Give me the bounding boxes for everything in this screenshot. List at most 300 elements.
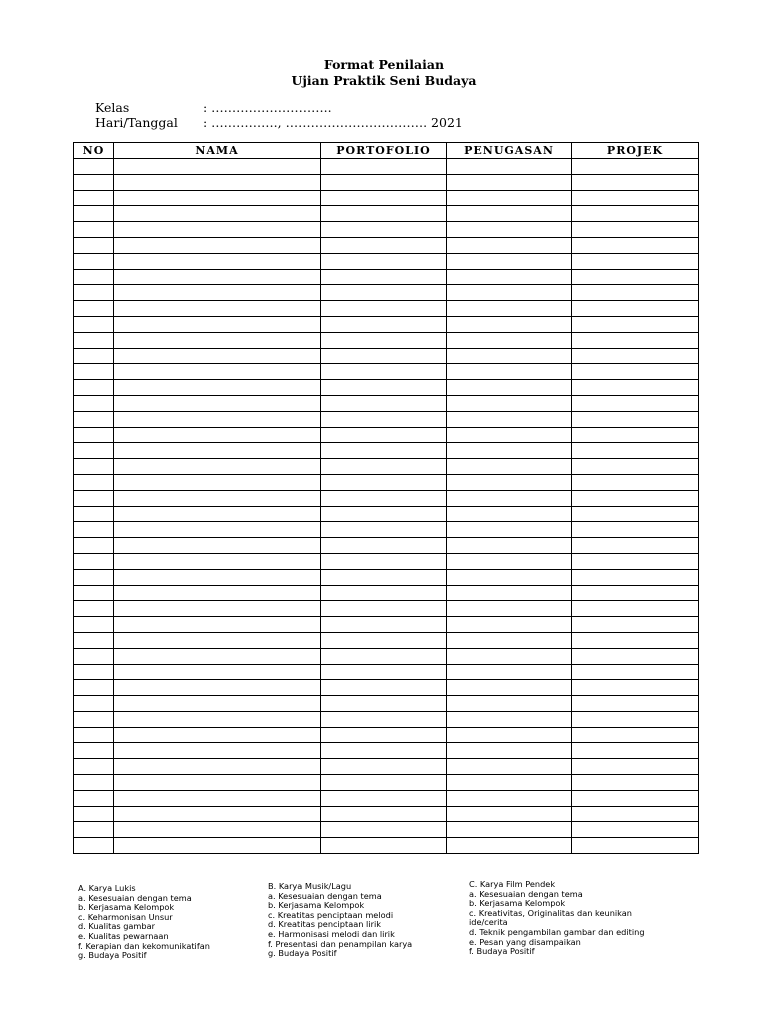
nama-cell: [114, 301, 321, 317]
projek-cell: [572, 569, 699, 585]
portofolio-cell: [321, 743, 447, 759]
portofolio-cell: [321, 427, 447, 443]
page-title: Format Penilaian: [323, 57, 445, 72]
portofolio-cell: [321, 348, 447, 364]
no-cell: [74, 316, 114, 332]
penugasan-cell: [447, 632, 572, 648]
table-row: [74, 490, 699, 506]
projek-cell: [572, 190, 699, 206]
nama-cell: [114, 711, 321, 727]
table-row: [74, 411, 699, 427]
criteria-item: e. Harmonisasi melodi dan lirik: [268, 928, 395, 939]
criteria-item: d. Teknik pengambilan gambar dan editing: [469, 926, 645, 937]
nama-cell: [114, 159, 321, 175]
projek-cell: [572, 316, 699, 332]
nama-cell: [114, 364, 321, 380]
projek-cell: [572, 664, 699, 680]
nama-cell: [114, 395, 321, 411]
projek-cell: [572, 506, 699, 522]
table-row: [74, 474, 699, 490]
projek-cell: [572, 632, 699, 648]
table-row: [74, 506, 699, 522]
nama-cell: [114, 617, 321, 633]
no-cell: [74, 269, 114, 285]
portofolio-cell: [321, 617, 447, 633]
no-cell: [74, 159, 114, 175]
no-cell: [74, 237, 114, 253]
column-header-nama: NAMA: [114, 143, 321, 159]
portofolio-cell: [321, 838, 447, 854]
no-cell: [74, 474, 114, 490]
portofolio-cell: [321, 395, 447, 411]
table-row: [74, 806, 699, 822]
table-row: [74, 206, 699, 222]
table-row: [74, 680, 699, 696]
criteria-item: g. Budaya Positif: [78, 950, 147, 961]
portofolio-cell: [321, 553, 447, 569]
criteria-item: d. Kreatitas penciptaan lirik: [268, 919, 381, 930]
portofolio-cell: [321, 632, 447, 648]
penugasan-cell: [447, 269, 572, 285]
nama-cell: [114, 443, 321, 459]
criteria-item: g. Budaya Positif: [268, 948, 337, 959]
penugasan-cell: [447, 285, 572, 301]
portofolio-cell: [321, 585, 447, 601]
penugasan-cell: [447, 648, 572, 664]
portofolio-cell: [321, 174, 447, 190]
portofolio-cell: [321, 474, 447, 490]
table-body: [74, 159, 699, 854]
portofolio-cell: [321, 822, 447, 838]
criteria-item: b. Kerjasama Kelompok: [268, 900, 365, 911]
no-cell: [74, 348, 114, 364]
penugasan-cell: [447, 538, 572, 554]
no-cell: [74, 680, 114, 696]
projek-cell: [572, 459, 699, 475]
projek-cell: [572, 269, 699, 285]
no-cell: [74, 222, 114, 238]
projek-cell: [572, 159, 699, 175]
portofolio-cell: [321, 190, 447, 206]
portofolio-cell: [321, 775, 447, 791]
penugasan-cell: [447, 332, 572, 348]
criteria-item: f. Budaya Positif: [469, 946, 535, 957]
no-cell: [74, 775, 114, 791]
penugasan-cell: [447, 775, 572, 791]
projek-cell: [572, 364, 699, 380]
projek-cell: [572, 617, 699, 633]
table-row: [74, 380, 699, 396]
criteria-title: A. Karya Lukis: [78, 883, 136, 893]
projek-cell: [572, 648, 699, 664]
portofolio-cell: [321, 806, 447, 822]
table-row: [74, 775, 699, 791]
table-row: [74, 159, 699, 175]
table-row: [74, 522, 699, 538]
penugasan-cell: [447, 601, 572, 617]
penugasan-cell: [447, 159, 572, 175]
penugasan-cell: [447, 506, 572, 522]
no-cell: [74, 838, 114, 854]
penugasan-cell: [447, 174, 572, 190]
nama-cell: [114, 411, 321, 427]
penugasan-cell: [447, 348, 572, 364]
criteria-item: a. Kesesuaian dengan tema: [268, 890, 382, 901]
no-cell: [74, 332, 114, 348]
nama-cell: [114, 316, 321, 332]
no-cell: [74, 617, 114, 633]
nama-cell: [114, 427, 321, 443]
hari-tanggal-row: [95, 115, 463, 130]
portofolio-cell: [321, 253, 447, 269]
penugasan-cell: [447, 680, 572, 696]
projek-cell: [572, 727, 699, 743]
portofolio-cell: [321, 790, 447, 806]
no-cell: [74, 822, 114, 838]
table-row: [74, 269, 699, 285]
portofolio-cell: [321, 459, 447, 475]
nama-cell: [114, 522, 321, 538]
penugasan-cell: [447, 553, 572, 569]
projek-cell: [572, 474, 699, 490]
no-cell: [74, 301, 114, 317]
table-header-row: [74, 143, 699, 159]
projek-cell: [572, 522, 699, 538]
criteria-item: ide/cerita: [469, 917, 508, 928]
table-row: [74, 332, 699, 348]
penugasan-cell: [447, 664, 572, 680]
projek-cell: [572, 775, 699, 791]
criteria-item: c. Kreatitas penciptaan melodi: [268, 909, 394, 920]
table-row: [74, 395, 699, 411]
penugasan-cell: [447, 411, 572, 427]
nama-cell: [114, 838, 321, 854]
no-cell: [74, 727, 114, 743]
table-row: [74, 790, 699, 806]
criteria-item: e. Kualitas pewarnaan: [78, 930, 169, 941]
table-row: [74, 174, 699, 190]
table-row: [74, 553, 699, 569]
no-cell: [74, 395, 114, 411]
no-cell: [74, 538, 114, 554]
table-row: [74, 348, 699, 364]
no-cell: [74, 427, 114, 443]
no-cell: [74, 743, 114, 759]
projek-cell: [572, 443, 699, 459]
projek-cell: [572, 237, 699, 253]
nama-cell: [114, 222, 321, 238]
no-cell: [74, 206, 114, 222]
nama-cell: [114, 459, 321, 475]
portofolio-cell: [321, 380, 447, 396]
criteria-item: b. Kerjasama Kelompok: [78, 902, 175, 913]
projek-cell: [572, 411, 699, 427]
penugasan-cell: [447, 380, 572, 396]
no-cell: [74, 285, 114, 301]
criteria-title: B. Karya Musik/Lagu: [268, 881, 352, 891]
nama-cell: [114, 253, 321, 269]
column-header-projek: PROJEK: [572, 143, 699, 159]
penugasan-cell: [447, 301, 572, 317]
table-row: [74, 632, 699, 648]
penugasan-cell: [447, 190, 572, 206]
table-row: [74, 743, 699, 759]
projek-cell: [572, 711, 699, 727]
table-row: [74, 601, 699, 617]
table-row: [74, 316, 699, 332]
kelas-value: : ………………………..: [203, 100, 332, 115]
penugasan-cell: [447, 222, 572, 238]
nama-cell: [114, 206, 321, 222]
no-cell: [74, 443, 114, 459]
column-header-penugasan: PENUGASAN: [447, 143, 572, 159]
penugasan-cell: [447, 727, 572, 743]
nama-cell: [114, 790, 321, 806]
table-row: [74, 364, 699, 380]
nama-cell: [114, 696, 321, 712]
no-cell: [74, 601, 114, 617]
nama-cell: [114, 822, 321, 838]
criteria-item: b. Kerjasama Kelompok: [469, 898, 566, 909]
nama-cell: [114, 332, 321, 348]
portofolio-cell: [321, 332, 447, 348]
penugasan-cell: [447, 569, 572, 585]
penugasan-cell: [447, 522, 572, 538]
no-cell: [74, 632, 114, 648]
penugasan-cell: [447, 427, 572, 443]
table-row: [74, 696, 699, 712]
table-row: [74, 838, 699, 854]
portofolio-cell: [321, 237, 447, 253]
penugasan-cell: [447, 696, 572, 712]
table-row: [74, 727, 699, 743]
page-subtitle: Ujian Praktik Seni Budaya: [291, 73, 477, 88]
nama-cell: [114, 632, 321, 648]
nama-cell: [114, 664, 321, 680]
projek-cell: [572, 790, 699, 806]
penugasan-cell: [447, 443, 572, 459]
nama-cell: [114, 190, 321, 206]
no-cell: [74, 364, 114, 380]
no-cell: [74, 806, 114, 822]
nama-cell: [114, 269, 321, 285]
portofolio-cell: [321, 364, 447, 380]
nama-cell: [114, 174, 321, 190]
criteria-karya-musik: [268, 882, 412, 959]
projek-cell: [572, 680, 699, 696]
projek-cell: [572, 206, 699, 222]
nama-cell: [114, 285, 321, 301]
nama-cell: [114, 348, 321, 364]
column-header-no: NO: [74, 143, 114, 159]
no-cell: [74, 585, 114, 601]
projek-cell: [572, 380, 699, 396]
table-row: [74, 759, 699, 775]
table-row: [74, 427, 699, 443]
no-cell: [74, 664, 114, 680]
nama-cell: [114, 553, 321, 569]
kelas-row: [95, 100, 332, 115]
kelas-label: Kelas: [95, 100, 130, 115]
nama-cell: [114, 506, 321, 522]
portofolio-cell: [321, 285, 447, 301]
portofolio-cell: [321, 411, 447, 427]
portofolio-cell: [321, 727, 447, 743]
projek-cell: [572, 490, 699, 506]
criteria-item: c. Kreativitas, Originalitas dan keunikan: [469, 907, 632, 918]
assessment-table: [73, 142, 699, 854]
table-row: [74, 237, 699, 253]
projek-cell: [572, 395, 699, 411]
penugasan-cell: [447, 838, 572, 854]
table-row: [74, 569, 699, 585]
nama-cell: [114, 474, 321, 490]
projek-cell: [572, 806, 699, 822]
penugasan-cell: [447, 490, 572, 506]
no-cell: [74, 553, 114, 569]
no-cell: [74, 253, 114, 269]
hari-tanggal-value: : ……………., ……………………………. 2021: [203, 115, 463, 130]
projek-cell: [572, 285, 699, 301]
penugasan-cell: [447, 585, 572, 601]
table-row: [74, 617, 699, 633]
criteria-karya-lukis: [78, 884, 210, 961]
table-row: [74, 222, 699, 238]
projek-cell: [572, 222, 699, 238]
penugasan-cell: [447, 617, 572, 633]
criteria-item: a. Kesesuaian dengan tema: [469, 888, 583, 899]
projek-cell: [572, 253, 699, 269]
projek-cell: [572, 696, 699, 712]
projek-cell: [572, 301, 699, 317]
criteria-item: d. Kualitas gambar: [78, 921, 155, 932]
no-cell: [74, 459, 114, 475]
portofolio-cell: [321, 490, 447, 506]
portofolio-cell: [321, 759, 447, 775]
penugasan-cell: [447, 806, 572, 822]
penugasan-cell: [447, 743, 572, 759]
criteria-item: c. Keharmonisan Unsur: [78, 911, 173, 922]
no-cell: [74, 569, 114, 585]
nama-cell: [114, 727, 321, 743]
portofolio-cell: [321, 522, 447, 538]
penugasan-cell: [447, 790, 572, 806]
table-row: [74, 711, 699, 727]
nama-cell: [114, 237, 321, 253]
penugasan-cell: [447, 759, 572, 775]
no-cell: [74, 506, 114, 522]
nama-cell: [114, 680, 321, 696]
portofolio-cell: [321, 680, 447, 696]
criteria-item: a. Kesesuaian dengan tema: [78, 892, 192, 903]
portofolio-cell: [321, 648, 447, 664]
criteria-item: f. Presentasi dan penampilan karya: [268, 938, 413, 949]
no-cell: [74, 411, 114, 427]
projek-cell: [572, 601, 699, 617]
no-cell: [74, 790, 114, 806]
portofolio-cell: [321, 301, 447, 317]
no-cell: [74, 648, 114, 664]
penugasan-cell: [447, 395, 572, 411]
no-cell: [74, 190, 114, 206]
table-row: [74, 285, 699, 301]
portofolio-cell: [321, 206, 447, 222]
portofolio-cell: [321, 506, 447, 522]
no-cell: [74, 522, 114, 538]
criteria-karya-film: [469, 880, 645, 957]
nama-cell: [114, 775, 321, 791]
table-row: [74, 459, 699, 475]
nama-cell: [114, 538, 321, 554]
penugasan-cell: [447, 711, 572, 727]
projek-cell: [572, 838, 699, 854]
hari-tanggal-label: Hari/Tanggal: [95, 115, 178, 130]
table-row: [74, 190, 699, 206]
table-row: [74, 253, 699, 269]
criteria-title: C. Karya Film Pendek: [469, 879, 556, 889]
projek-cell: [572, 174, 699, 190]
portofolio-cell: [321, 664, 447, 680]
column-header-portofolio: PORTOFOLIO: [321, 143, 447, 159]
portofolio-cell: [321, 443, 447, 459]
penugasan-cell: [447, 316, 572, 332]
table-row: [74, 648, 699, 664]
table-row: [74, 822, 699, 838]
nama-cell: [114, 806, 321, 822]
nama-cell: [114, 648, 321, 664]
nama-cell: [114, 585, 321, 601]
nama-cell: [114, 601, 321, 617]
penugasan-cell: [447, 474, 572, 490]
nama-cell: [114, 380, 321, 396]
nama-cell: [114, 759, 321, 775]
criteria-item: f. Kerapian dan kekomunikatifan: [78, 940, 210, 951]
no-cell: [74, 174, 114, 190]
portofolio-cell: [321, 316, 447, 332]
portofolio-cell: [321, 222, 447, 238]
projek-cell: [572, 822, 699, 838]
nama-cell: [114, 569, 321, 585]
portofolio-cell: [321, 601, 447, 617]
table-row: [74, 664, 699, 680]
portofolio-cell: [321, 269, 447, 285]
projek-cell: [572, 427, 699, 443]
portofolio-cell: [321, 569, 447, 585]
projek-cell: [572, 553, 699, 569]
projek-cell: [572, 743, 699, 759]
portofolio-cell: [321, 538, 447, 554]
portofolio-cell: [321, 711, 447, 727]
projek-cell: [572, 759, 699, 775]
projek-cell: [572, 348, 699, 364]
nama-cell: [114, 490, 321, 506]
portofolio-cell: [321, 696, 447, 712]
projek-cell: [572, 538, 699, 554]
penugasan-cell: [447, 822, 572, 838]
table-row: [74, 301, 699, 317]
criteria-item: e. Pesan yang disampaikan: [469, 936, 581, 947]
penugasan-cell: [447, 364, 572, 380]
projek-cell: [572, 585, 699, 601]
penugasan-cell: [447, 237, 572, 253]
no-cell: [74, 490, 114, 506]
no-cell: [74, 759, 114, 775]
table-row: [74, 538, 699, 554]
table-row: [74, 443, 699, 459]
portofolio-cell: [321, 159, 447, 175]
penugasan-cell: [447, 206, 572, 222]
penugasan-cell: [447, 459, 572, 475]
